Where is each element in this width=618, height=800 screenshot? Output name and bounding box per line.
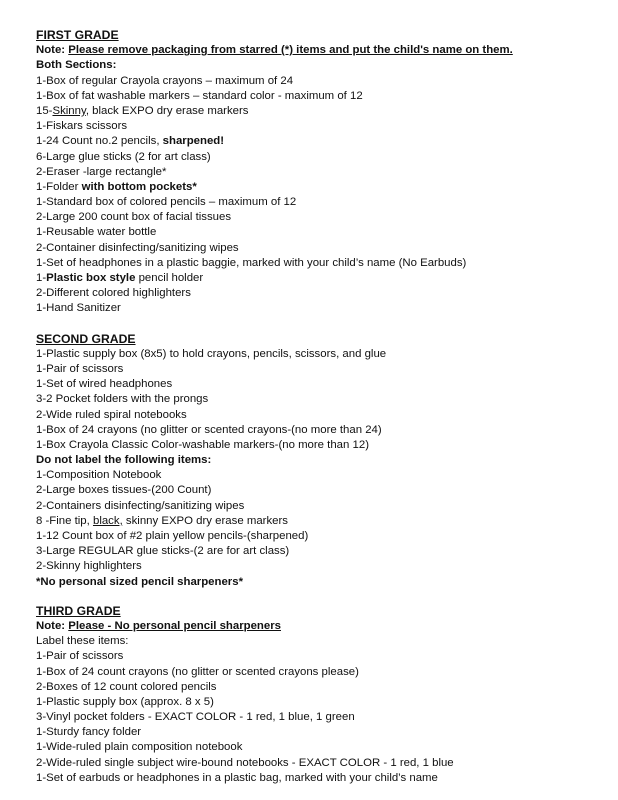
item-text-part: 1- (36, 272, 47, 284)
third-grade-list (36, 649, 606, 786)
list-item: 2-Different colored highlighters (36, 287, 191, 300)
third-grade-heading: THIRD GRADE (36, 603, 121, 618)
list-item: 2-Large 200 count box of facial tissues (36, 211, 232, 224)
list-item: 1-Box of 24 count crayons (no glitter or scented crayons please) (36, 665, 359, 678)
list-item: 1-Set of wired headphones (36, 378, 173, 391)
list-item (36, 104, 606, 119)
label-these-items: Label these items: (36, 635, 129, 648)
item-text-part: , black EXPO dry erase markers (85, 104, 249, 117)
list-item (36, 514, 606, 529)
list-item: 2-Wide-ruled single subject wire-bound notebooks - EXACT COLOR - 1 red, 1 blue (36, 756, 454, 769)
list-item: 1-Standard box of colored pencils – maximum of 12 (36, 196, 297, 209)
list-item: 2-Boxes of 12 count colored pencils (36, 680, 217, 693)
first-grade-heading: FIRST GRADE (36, 28, 119, 42)
item-text-part: black, (92, 514, 123, 527)
list-item: 2-Eraser -large rectangle* (36, 165, 167, 178)
item-text-part: skinny EXPO dry erase markers (122, 514, 288, 527)
item-text-part: 8 -Fine tip, (36, 514, 93, 527)
first-grade-list (36, 74, 606, 317)
list-item: 1-Wide-ruled plain composition notebook (36, 741, 243, 754)
note-prefix: Note: (36, 619, 69, 632)
list-item: 1-Box of 24 crayons (no glitter or scented crayons-(no more than 24) (36, 423, 382, 436)
note-text: Please - No personal pencil sharpeners (68, 619, 281, 632)
item-text-part: Skinny (52, 104, 86, 117)
list-item: 1-Plastic supply box (approx. 8 x 5) (36, 695, 214, 708)
list-item: 1-Fiskars scissors (36, 120, 128, 133)
item-text-part: 1-24 Count no.2 pencils, (36, 135, 163, 148)
list-item: 1-Box of regular Crayola crayons – maximum of 24 (36, 74, 294, 87)
item-text-part: sharpened! (162, 135, 225, 148)
list-item (36, 271, 606, 286)
list-item: 2-Wide ruled spiral notebooks (36, 408, 187, 421)
list-item (36, 134, 606, 149)
note-text: Please remove packaging from starred (*) items and put the child's name on them. (68, 44, 513, 57)
list-item: *No personal sized pencil sharpeners* (36, 575, 244, 588)
list-item: 1-Plastic supply box (8x5) to hold crayons, pencils, scissors, and glue (36, 347, 387, 360)
list-item: 1-Sturdy fancy folder (36, 726, 142, 739)
list-item: 3-2 Pocket folders with the prongs (36, 393, 209, 406)
list-item: 6-Large glue sticks (2 for art class) (36, 150, 211, 163)
item-text-part: 15- (36, 104, 53, 117)
list-item: 1-Reusable water bottle (36, 226, 157, 239)
list-item: 1-Composition Notebook (36, 469, 162, 482)
first-grade-note (36, 43, 606, 58)
list-item: 1-Box of fat washable markers – standard color - maximum of 12 (36, 89, 363, 102)
item-text-part: Plastic box style (46, 272, 136, 284)
supply-list-document (36, 28, 606, 786)
list-item: Do not label the following items: (36, 454, 212, 467)
item-text-part: 1-Folder (36, 180, 82, 193)
list-item: 1-Pair of scissors (36, 362, 124, 375)
list-item: 1-Set of headphones in a plastic baggie, marked with your child’s name (No Earbuds) (36, 256, 467, 269)
third-grade-note (36, 619, 606, 634)
list-item: 1-Hand Sanitizer (36, 302, 121, 315)
item-text-part: pencil holder (135, 272, 204, 284)
list-item: 1-Pair of scissors (36, 650, 124, 663)
list-item: 2-Container disinfecting/sanitizing wipes (36, 241, 239, 254)
second-grade-heading: SECOND GRADE (36, 331, 136, 346)
item-text-part: with bottom pockets* (81, 180, 197, 193)
second-grade-list (36, 347, 606, 590)
list-item: 1-12 Count box of #2 plain yellow pencils-(sharpened) (36, 530, 309, 542)
list-item: 3-Vinyl pocket folders - EXACT COLOR - 1 red, 1 blue, 1 green (36, 711, 355, 724)
list-item: 3-Large REGULAR glue sticks-(2 are for art class) (36, 545, 290, 558)
note-prefix: Note: (36, 44, 69, 57)
list-item: 1-Set of earbuds or headphones in a plastic bag, marked with your child’s name (36, 771, 438, 784)
list-item: 2-Large boxes tissues-(200 Count) (36, 484, 212, 497)
both-sections-label: Both Sections: (36, 59, 117, 72)
list-item: 2-Containers disinfecting/sanitizing wipes (36, 499, 245, 512)
list-item: 2-Skinny highlighters (36, 560, 142, 573)
list-item (36, 180, 606, 195)
list-item: 1-Box Crayola Classic Color-washable markers-(no more than 12) (36, 438, 369, 451)
